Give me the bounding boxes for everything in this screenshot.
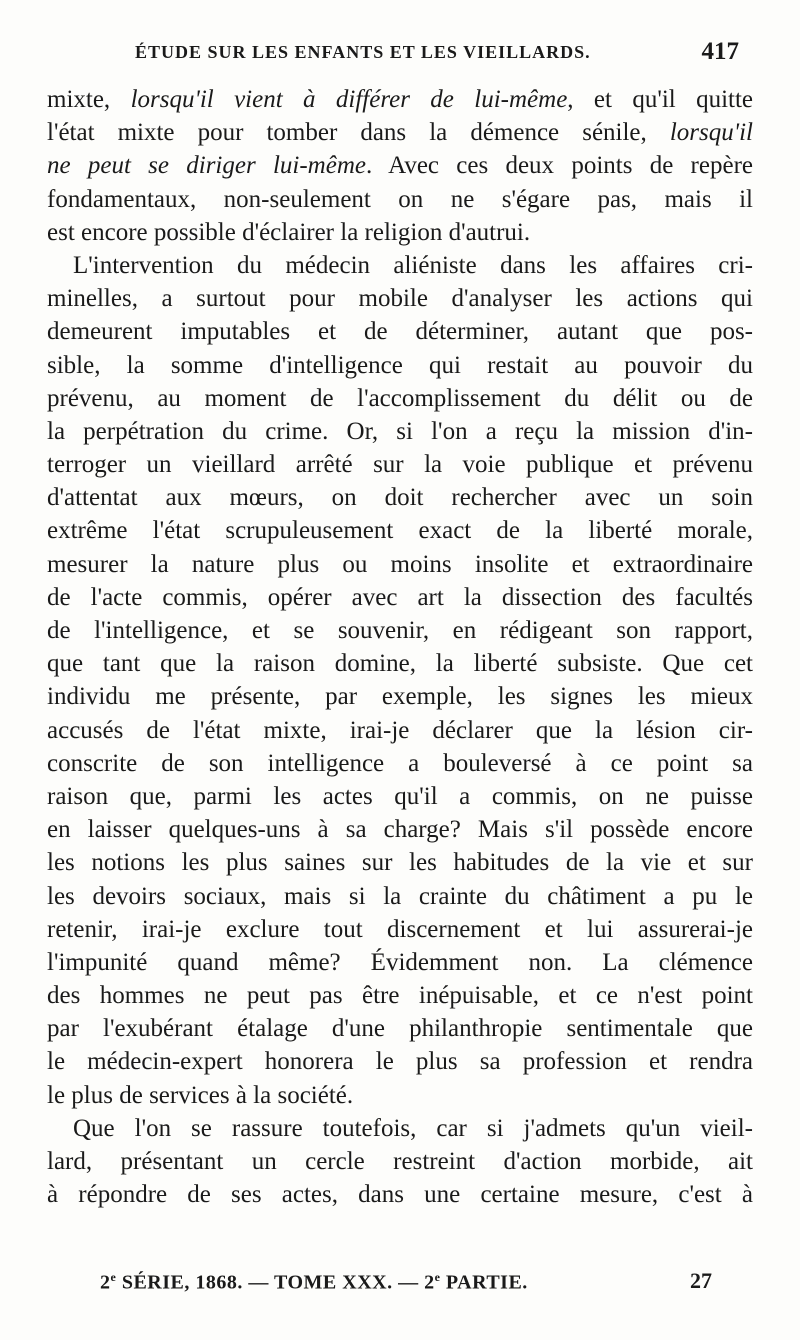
text-line: les devoirs sociaux, mais si la crainte du châtiment a pu le [47,882,753,910]
sheet-number: 27 [690,1268,712,1293]
text-line: minelles, a surtout pour mobile d'analyser les actions qui [47,285,753,313]
text-line: lard, présentant un cercle restreint d'action morbide, ait [47,1148,753,1175]
page-header [47,40,747,70]
text-line: retenir, irai-je exclure tout discernement et lui assurerai-je [47,915,753,943]
text-line: de l'intelligence, et se souvenir, en rédigeant son rapport, [47,617,753,644]
text-line: terroger un vieillard arrêté sur la voie publique et prévenu [47,451,753,479]
text-line: individu me présente, par exemple, les signes les mieux [47,683,753,711]
text-line: en laisser quelques-uns à sa charge? Mais s'il possède encore [47,816,753,844]
text-line: les notions les plus saines sur les habitudes de la vie et sur [47,849,753,877]
text-line: à répondre de ses actes, dans une certaine mesure, c'est à [47,1181,753,1209]
text-line: fondamentaux, non-seulement on ne s'égare pas, mais il [47,185,753,213]
paragraph-end-line: le plus de services à la société. [47,1081,354,1109]
paragraph-end-line: est encore possible d'éclairer la religion d'autrui. [47,218,531,246]
text-line: l'impunité quand même? Évidemment non. La clémence [47,948,753,976]
text-line: ne peut se diriger lui-même. Avec ces deux points de repère [47,152,753,180]
text-line: mesurer la nature plus ou moins insolite et extraordinaire [47,550,753,578]
italic-phrase: ne peut se diriger lui-même [47,152,366,180]
italic-phrase: lorsqu'il vient à différer de lui-même [130,86,568,113]
paragraph-start-line: L'intervention du médecin aliéniste dans les affaires cri- [73,251,753,279]
text-line: conscrite de son intelligence a bouleversé à ce point sa [47,749,753,777]
text-line: le médecin-expert honorera le plus sa profession et rendra [47,1048,753,1076]
text-line: que tant que la raison domine, la liberté subsiste. Que cet [47,650,753,678]
text-line: d'attentat aux mœurs, on doit rechercher avec un soin [47,484,753,512]
paragraph-start-line: Que l'on se rassure toutefois, car si j'admets qu'un vieil- [73,1114,753,1142]
text-line: sible, la somme d'intelligence qui restait au pouvoir du [47,351,753,379]
text-line: la perpétration du crime. Or, si l'on a reçu la mission d'in- [47,417,753,445]
text-line: mixte, lorsqu'il vient à différer de lui-même, et qu'il quitte [47,86,753,113]
text-line: accusés de l'état mixte, irai-je déclarer que la lésion cir- [47,716,753,744]
italic-phrase: lorsqu'il [669,119,753,147]
text-line: de l'acte commis, opérer avec art la dissection des facultés [47,583,753,611]
text-line: extrême l'état scrupuleusement exact de la liberté morale, [47,517,753,545]
text-line: raison que, parmi les actes qu'il a commis, on ne puisse [47,782,753,810]
text-line: prévenu, au moment de l'accomplissement du délit ou de [47,384,753,412]
text-line: demeurent imputables et de déterminer, autant que pos- [47,318,753,346]
body-text [47,83,753,1211]
text-line: l'état mixte pour tomber dans la démence sénile, lorsqu'il [47,119,753,147]
running-title: ÉTUDE SUR LES ENFANTS ET LES VIEILLARDS. [135,42,591,62]
text-line: des hommes ne peut pas être inépuisable, et ce n'est point [47,982,753,1010]
page-number: 417 [701,38,739,65]
page-footer [100,1270,712,1300]
signature-mark: 2e SÉRIE, 1868. — TOME XXX. — 2e PARTIE. [100,1270,528,1294]
text-line: par l'exubérant étalage d'une philanthropie sentimentale que [47,1015,753,1043]
